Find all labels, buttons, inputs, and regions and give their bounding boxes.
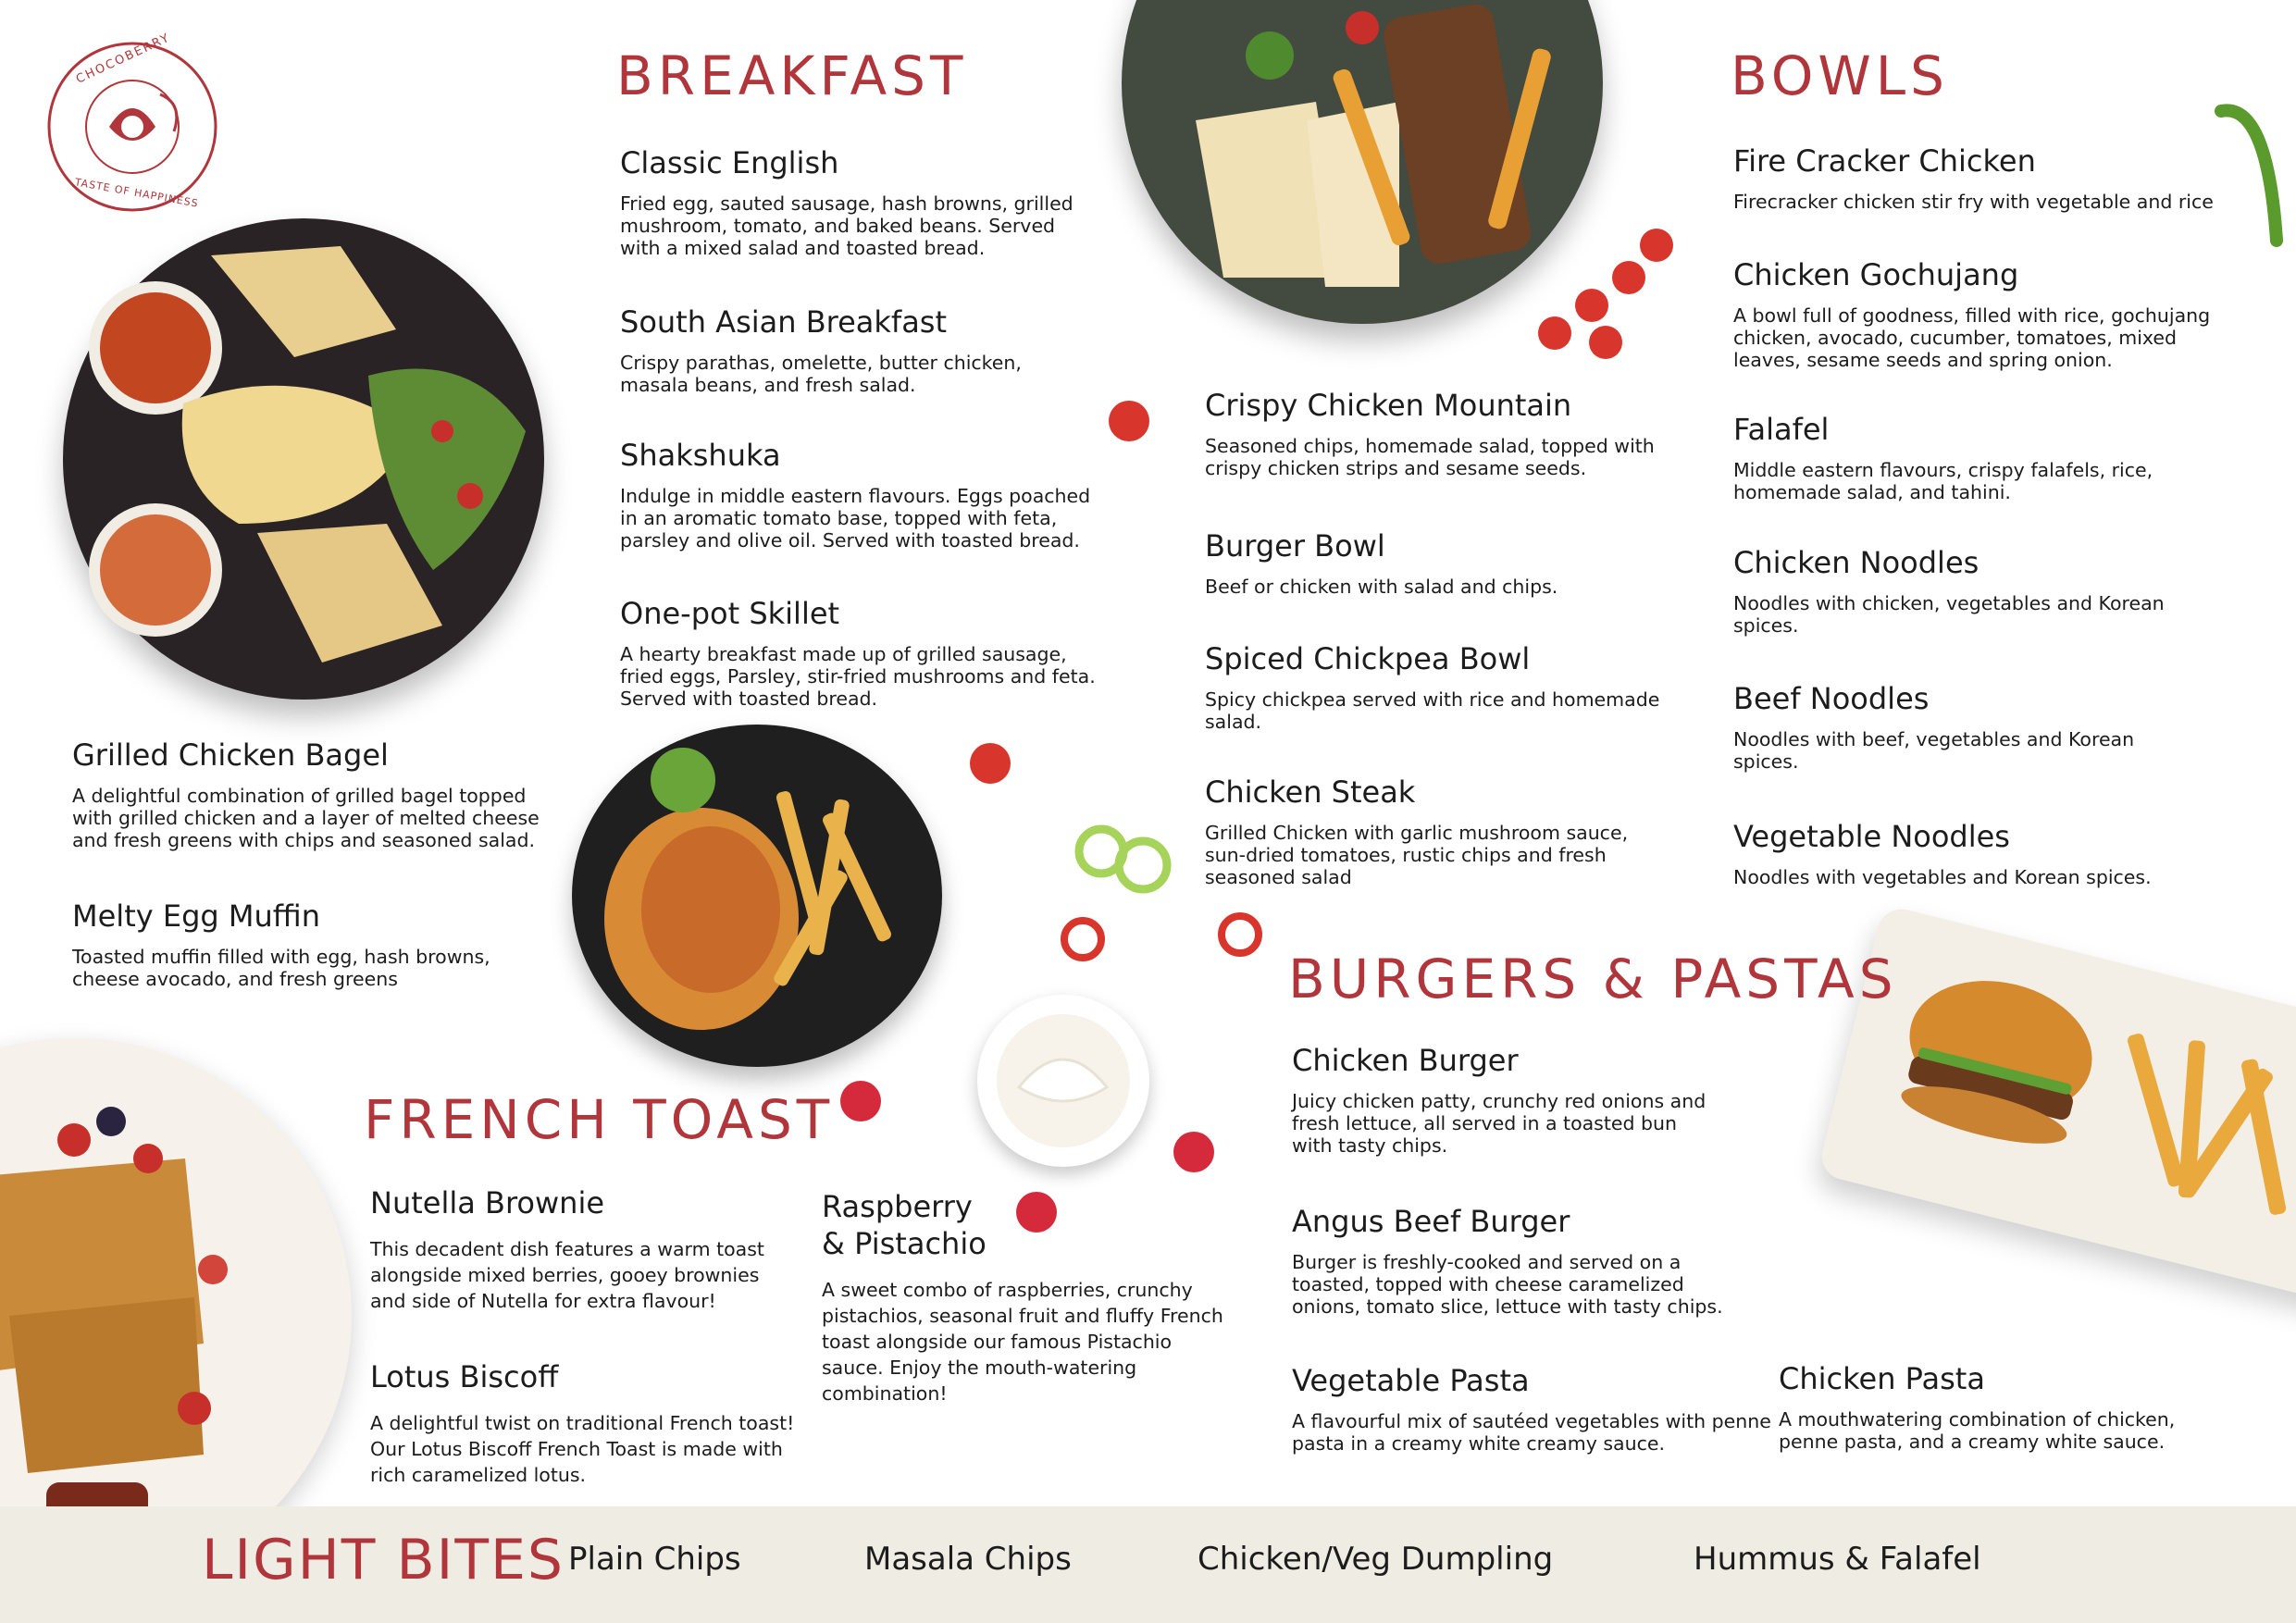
item-description: Juicy chicken patty, crunchy red onions and fresh lettuce, all served in a toasted bun with tasty chips. <box>1292 1090 1706 1157</box>
item-name: Chicken Burger <box>1292 1043 1519 1078</box>
menu-item <box>370 1358 796 1488</box>
tomato-garnish-2-image <box>962 722 1036 796</box>
item-description: This decadent dish features a warm toast alongside mixed berries, gooey brownies and side of Nutella for extra flavour! <box>370 1238 764 1312</box>
menu-item <box>1733 680 2159 773</box>
menu-item <box>1205 640 1668 733</box>
item-description: Burger is freshly-cooked and served on a toasted, topped with cheese caramelized onions, tomato slice, lettuce with tasty chips. <box>1292 1251 1723 1318</box>
french-toast-title: FRENCH TOAST <box>364 1088 835 1151</box>
item-name: Burger Bowl <box>1205 528 1385 564</box>
light-bite-item: Masala Chips <box>864 1541 1072 1578</box>
menu-item <box>72 898 553 990</box>
chicken-chips-plate-image <box>572 725 942 1067</box>
menu-item <box>370 1184 777 1314</box>
item-name: Vegetable Noodles <box>1733 819 2010 854</box>
item-description: Beef or chicken with salad and chips. <box>1205 576 1558 598</box>
item-description: A sweet combo of raspberries, crunchy pistachios, seasonal fruit and fluffy French toast alongside our famous Pistachio sauce. Enjoy the mouth-watering combination! <box>822 1279 1223 1405</box>
item-name: Chicken Noodles <box>1733 545 1980 580</box>
item-name: Vegetable Pasta <box>1292 1363 1530 1398</box>
menu-item <box>1205 387 1668 479</box>
item-description: A flavourful mix of sautéed vegetables with penne pasta in a creamy white creamy sauce. <box>1292 1410 1771 1455</box>
item-description: Fried egg, sauted sausage, hash browns, grilled mushroom, tomato, and baked beans. Served with a mixed salad and toasted bread. <box>620 192 1074 259</box>
item-description: Grilled Chicken with garlic mushroom sauce, sun-dried tomatoes, rustic chips and fresh seasoned salad <box>1205 822 1629 888</box>
item-name: Fire Cracker Chicken <box>1733 143 2036 179</box>
light-bite-item: Hummus & Falafel <box>1694 1541 1981 1578</box>
cherry-tomatoes-image <box>1518 213 1684 361</box>
item-description: A hearty breakfast made up of grilled sausage, fried eggs, Parsley, stir-fried mushrooms and feta. Served with toasted bread. <box>620 643 1096 710</box>
menu-item <box>1733 142 2233 213</box>
breakfast-plate-image <box>63 218 544 700</box>
item-description: Seasoned chips, homemade salad, topped with crispy chicken strips and sesame seeds. <box>1205 435 1655 479</box>
raspberry-3-image <box>1166 1124 1222 1180</box>
menu-item <box>1779 1360 2223 1453</box>
menu-item <box>1205 527 1668 598</box>
item-name: Chicken Gochujang <box>1733 257 2019 292</box>
item-name: Crispy Chicken Mountain <box>1205 388 1572 423</box>
cream-bowl-image <box>977 995 1149 1167</box>
menu-item <box>1733 411 2196 503</box>
menu-item <box>1733 818 2196 888</box>
item-description: Noodles with beef, vegetables and Korean spices. <box>1733 728 2135 773</box>
item-description: Toasted muffin filled with egg, hash browns, cheese avocado, and fresh greens <box>72 946 490 990</box>
item-description: A mouthwatering combination of chicken, penne pasta, and a creamy white sauce. <box>1779 1408 2176 1453</box>
item-name: Chicken Pasta <box>1779 1361 1985 1396</box>
menu-item <box>1292 1203 1736 1318</box>
item-description: A delightful combination of grilled bagel topped with grilled chicken and a layer of melted cheese and fresh greens with chips and seasoned salad. <box>72 785 540 851</box>
logo-brand-text: CHOCOBERRY <box>74 31 173 87</box>
logo-tagline-text: TASTE OF HAPPINESS <box>73 176 200 210</box>
menu-item <box>1733 544 2196 637</box>
menu-item <box>1292 1362 1773 1455</box>
item-name: Nutella Brownie <box>370 1185 605 1220</box>
item-name: Chicken Steak <box>1205 774 1416 810</box>
bowls-title: BOWLS <box>1731 44 1949 107</box>
item-description: Noodles with vegetables and Korean spices. <box>1733 866 2152 888</box>
item-description: Crispy parathas, omelette, butter chicken, masala beans, and fresh salad. <box>620 352 1022 396</box>
item-name: Spiced Chickpea Bowl <box>1205 641 1531 676</box>
raspberry-image <box>833 1073 888 1129</box>
menu-item <box>72 737 572 851</box>
item-name: Grilled Chicken Bagel <box>72 737 389 773</box>
item-name: Beef Noodles <box>1733 681 1930 716</box>
item-name: Melty Egg Muffin <box>72 898 320 934</box>
pepper-rings-image <box>1069 819 1180 902</box>
item-description: A bowl full of goodness, filled with rice, gochujang chicken, avocado, cucumber, tomatoes, mixed leaves, sesame seeds and spring onion. <box>1733 304 2211 371</box>
item-name: One-pot Skillet <box>620 596 840 631</box>
menu-item <box>620 144 1101 259</box>
item-name: Lotus Biscoff <box>370 1359 559 1394</box>
chocoberry-logo <box>44 31 220 215</box>
menu-item <box>822 1188 1238 1406</box>
tomato-garnish-image <box>1092 379 1166 453</box>
burgers-pastas-title: BURGERS & PASTAS <box>1288 948 1898 1010</box>
light-bite-item: Chicken/Veg Dumpling <box>1198 1541 1554 1578</box>
red-pepper-ring-image <box>1050 911 1115 967</box>
menu-item <box>1292 1042 1718 1157</box>
item-description: Spicy chickpea served with rice and homemade salad. <box>1205 688 1660 733</box>
menu-item <box>620 304 1083 396</box>
breakfast-title: BREAKFAST <box>616 44 968 107</box>
item-name: Falafel <box>1733 412 1830 447</box>
item-description: Firecracker chicken stir fry with vegetable and rice <box>1733 191 2214 213</box>
menu-item <box>1733 256 2215 371</box>
item-description: Middle eastern flavours, crispy falafels, rice, homemade salad, and tahini. <box>1733 459 2153 503</box>
item-name: South Asian Breakfast <box>620 304 948 340</box>
menu-item <box>1205 774 1631 888</box>
item-name: Shakshuka <box>620 438 781 473</box>
item-description: Noodles with chicken, vegetables and Korean spices. <box>1733 592 2165 637</box>
menu-item <box>620 595 1101 710</box>
item-name: Classic English <box>620 145 839 180</box>
light-bites-title: LIGHT BITES <box>202 1528 565 1592</box>
item-name: Angus Beef Burger <box>1292 1204 1570 1239</box>
item-name: Raspberry & Pistachio <box>822 1189 987 1261</box>
item-description: Indulge in middle eastern flavours. Eggs poached in an aromatic tomato base, topped with feta, parsley and olive oil. Served with toasted bread. <box>620 485 1091 551</box>
light-bite-item: Plain Chips <box>568 1541 741 1578</box>
red-pepper-ring-2-image <box>1208 907 1272 962</box>
item-description: A delightful twist on traditional French toast! Our Lotus Biscoff French Toast is made with rich caramelized lotus. <box>370 1412 795 1486</box>
menu-item <box>620 437 1101 551</box>
